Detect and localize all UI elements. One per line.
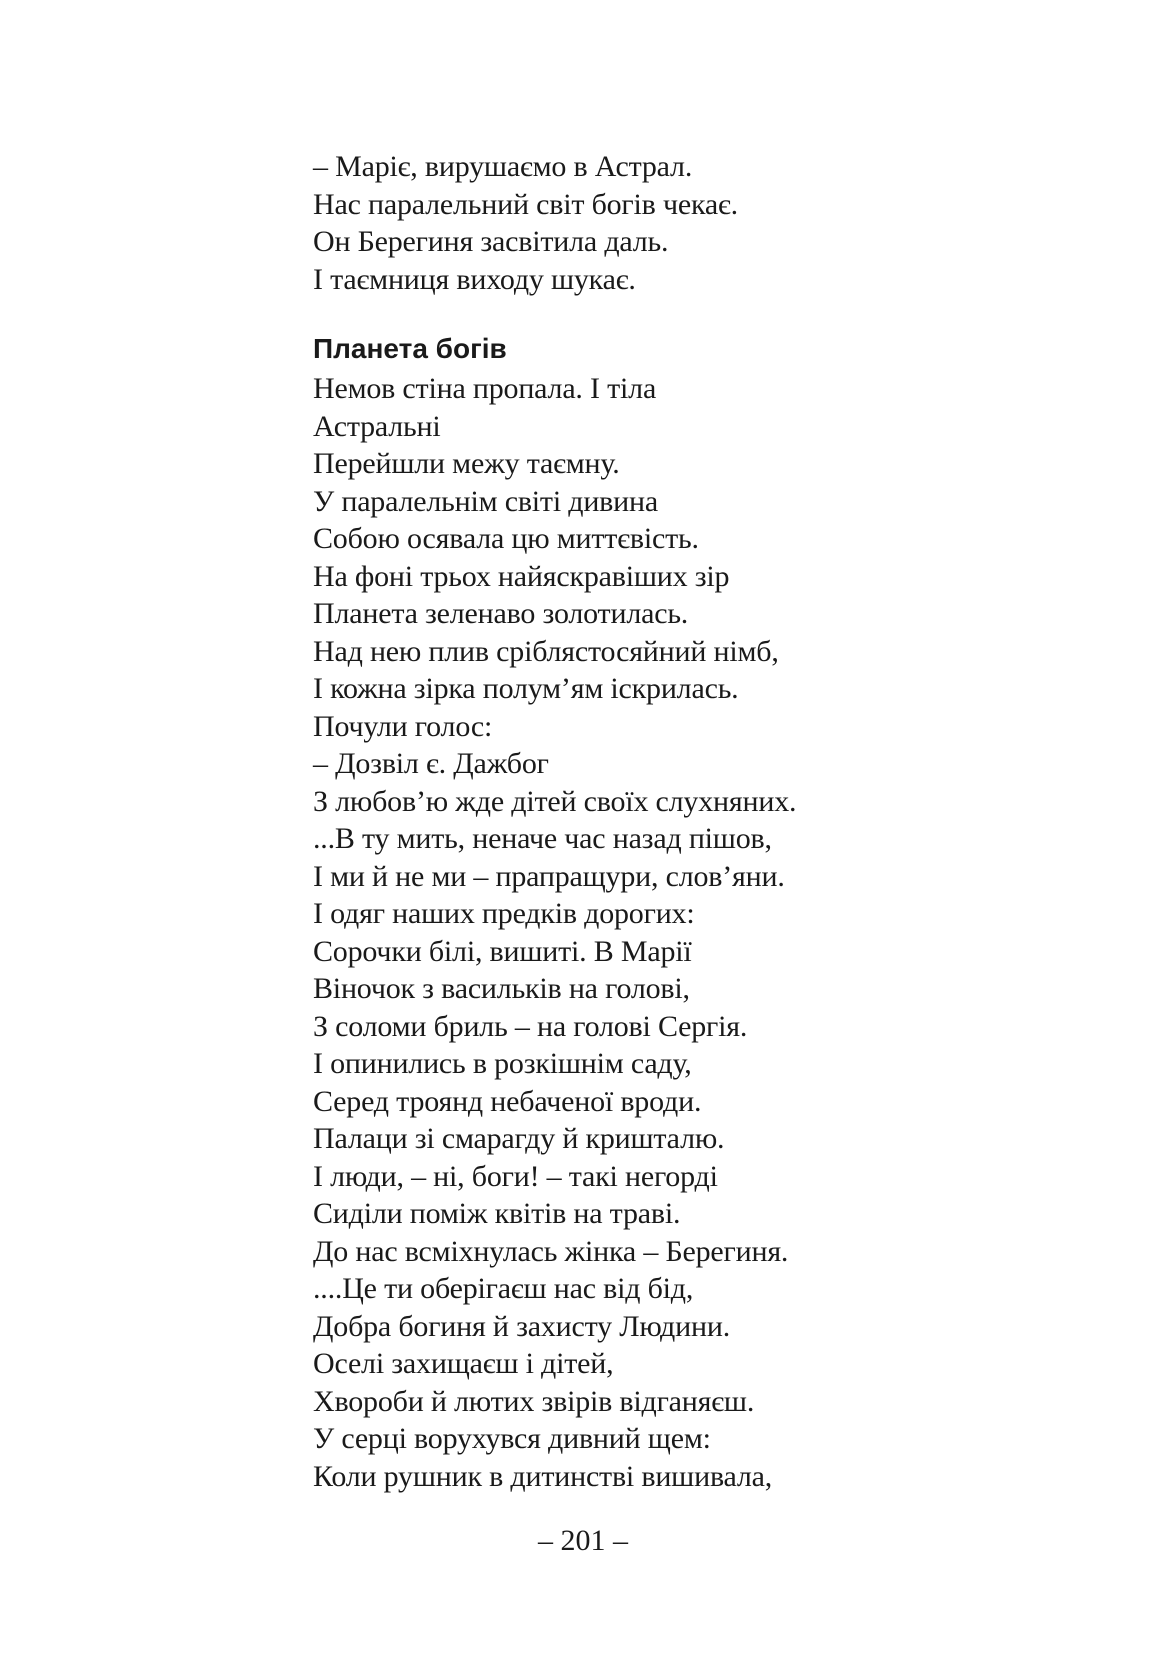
verse-line: Палаци зі смарагду й кришталю. <box>313 1122 725 1155</box>
verse-line: Он Берегиня засвітила даль. <box>313 225 669 258</box>
verse-line: Віночок з васильків на голові, <box>313 972 690 1005</box>
poem-body <box>313 370 1013 1495</box>
verse-line: Сорочки білі, вишиті. В Марії <box>313 934 692 968</box>
verse-line: – Маріє, вирушаємо в Астрал. <box>313 150 693 183</box>
verse-line: І люди, – ні, боги! – такі негорді <box>313 1159 718 1193</box>
page-number: – 201 – <box>538 1524 628 1557</box>
verse-line: Немов стіна пропала. І тіла <box>313 372 657 405</box>
section-title: Планета богів <box>313 333 507 364</box>
verse-line: До нас всміхнулась жінка – Берегиня. <box>313 1234 789 1268</box>
verse-line: У серці ворухувся дивний щем: <box>313 1422 711 1455</box>
verse-line: Над нею плив сріблястосяйний німб, <box>313 634 779 668</box>
verse-line: На фоні трьох найяскравіших зір <box>313 559 730 593</box>
opening-stanza <box>313 148 1013 298</box>
verse-line: Почули голос: <box>313 709 493 743</box>
verse-line: Собою осявала цю миттєвість. <box>313 522 699 555</box>
verse-line: І ми й не ми – прапращури, слов’яни. <box>313 859 785 893</box>
verse-line: ....Це ти оберігаєш нас від бід, <box>313 1272 694 1305</box>
verse-line: З соломи бриль – на голові Сергія. <box>313 1009 748 1043</box>
verse-line: Нас паралельний світ богів чекає. <box>313 187 738 221</box>
verse-line: – Дозвіл є. Дажбог <box>313 747 549 780</box>
verse-line: Перейшли межу таємну. <box>313 447 620 480</box>
verse-line: ...В ту мить, неначе час назад пішов, <box>313 822 772 855</box>
verse-line: Астральні <box>313 409 441 443</box>
verse-line: Оселі захищаєш і дітей, <box>313 1347 614 1380</box>
verse-line: З любов’ю жде дітей своїх слухняних. <box>313 784 797 818</box>
verse-line: Коли рушник в дитинстві вишивала, <box>313 1459 773 1493</box>
verse-line: Серед троянд небаченої вроди. <box>313 1084 702 1118</box>
verse-line: І кожна зірка полум’ям іскрилась. <box>313 672 739 705</box>
verse-line: Добра богиня й захисту Людини. <box>313 1309 730 1343</box>
verse-line: У паралельнім світі дивина <box>313 484 658 518</box>
verse-line: Планета зеленаво золотилась. <box>313 597 689 630</box>
verse-line: Хвороби й лютих звірів відганяєш. <box>313 1384 755 1418</box>
verse-line: І опинились в розкішнім саду, <box>313 1047 692 1080</box>
verse-line: І одяг наших предків дорогих: <box>313 897 695 930</box>
verse-line: Сиділи поміж квітів на траві. <box>313 1197 681 1230</box>
verse-line: І таємниця виходу шукає. <box>313 262 636 296</box>
